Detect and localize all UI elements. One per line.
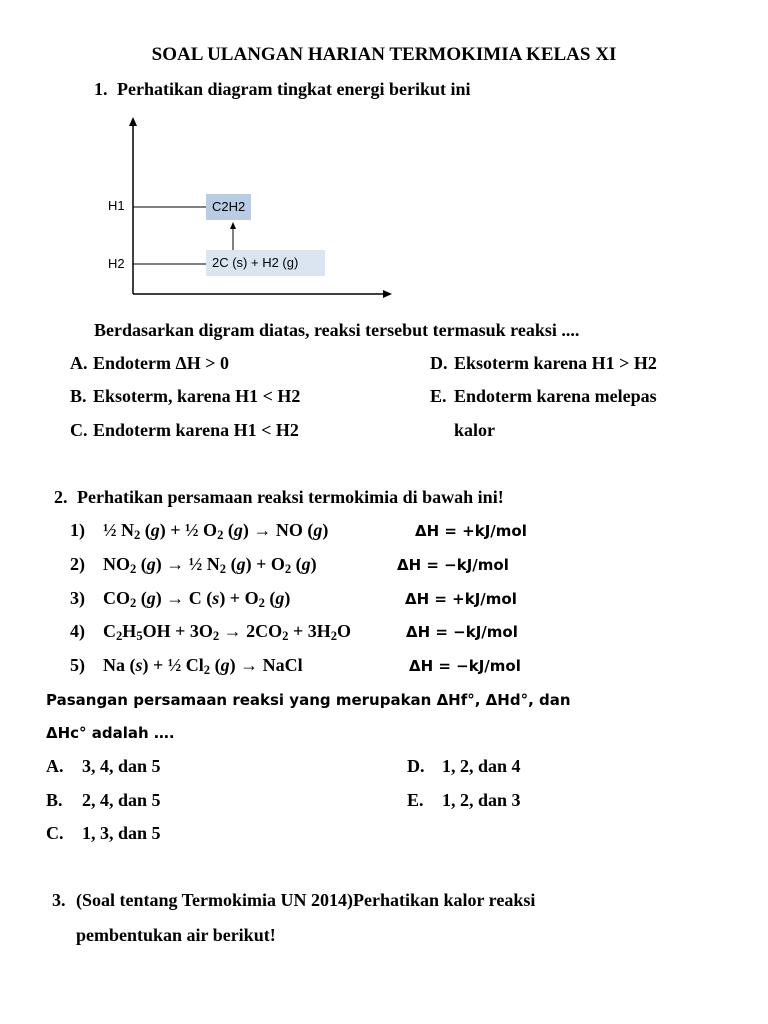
q1-prompt: Perhatikan diagram tingkat energi berikut ini [117,79,471,99]
reaction-1-equation: ½ $N_2$ (g) + ½ $O_2$ (g) → NO (g) [103,520,329,542]
q1-option-d-letter: D. [430,353,448,373]
q1-option-c-letter: C. [70,420,88,440]
reaction-5-dh: ΔH = −kJ/mol [409,657,521,675]
q1-option-a: Endoterm ΔH > 0 [93,353,230,373]
q2-option-e: 1, 2, dan 3 [442,790,521,810]
q2-option-e-letter: E. [407,790,424,810]
reaction-5-equation: Na (s) + ½ $Cl_2$ (g) → NaCl [103,655,303,677]
reaction-4-number: 4) [70,621,85,641]
reaction-2-equation: $NO_2$ (g) → ½ $N_2$ $(g) + O_2$ (g) [103,554,317,576]
q3-line1: (Soal tentang Termokimia UN 2014)Perhatikan kalor reaksi [76,890,536,910]
reaction-3-number: 3) [70,588,85,608]
reaction-2-dh: ΔH = −kJ/mol [397,556,509,574]
reaction-1-dh: ΔH = +kJ/mol [415,522,527,540]
energy-level-diagram [100,112,400,304]
h2-label: H2 [108,256,125,271]
q1-option-c: Endoterm karena H1 < H2 [93,420,299,440]
reaction-4-equation: $C_2H_5OH + 3O_2 \to 2CO_2 + 3H_2O$ [103,621,352,643]
q2-option-b: 2, 4, dan 5 [82,790,161,810]
q2-option-b-letter: B. [46,790,63,810]
q1-question: Berdasarkan digram diatas, reaksi tersebut termasuk reaksi .... [94,320,580,340]
q3-line2: pembentukan air berikut! [76,925,276,945]
q2-option-d: 1, 2, dan 4 [442,756,521,776]
reaction-1-number: 1) [70,520,85,540]
h1-label: H1 [108,198,125,213]
q1-option-e-letter: E. [430,386,447,406]
q2-option-c: 1, 3, dan 5 [82,823,161,843]
q1-option-e: Endoterm karena melepas [454,386,657,406]
reactants-box: 2C (s) + H2 (g) [206,250,325,276]
q2-option-a-letter: A. [46,756,64,776]
reaction-3-equation: $CO_2$ (g) → C $(s) + O_2$ (g) [103,588,291,610]
q2-question-line1: Pasangan persamaan reaksi yang merupakan ΔHf°, ΔHd°, dan [46,691,571,709]
q2-option-c-letter: C. [46,823,64,843]
reaction-2-number: 2) [70,554,85,574]
q2-prompt: Perhatikan persamaan reaksi termokimia di bawah ini! [77,487,504,507]
c2h2-box: C2H2 [206,194,251,220]
page-title: SOAL ULANGAN HARIAN TERMOKIMIA KELAS XI [151,44,617,65]
reaction-5-number: 5) [70,655,85,675]
q2-option-d-letter: D. [407,756,425,776]
q2-question-line2: ΔHc° adalah …. [46,724,175,742]
q1-number: 1. [94,79,108,99]
q1-option-e-cont: kalor [454,420,496,440]
q1-option-b: Eksoterm, karena H1 < H2 [93,386,301,406]
q1-option-a-letter: A. [70,353,88,373]
reaction-4-dh: ΔH = −kJ/mol [406,623,518,641]
q1-option-d: Eksoterm karena H1 > H2 [454,353,657,373]
reaction-3-dh: ΔH = +kJ/mol [405,590,517,608]
q2-option-a: 3, 4, dan 5 [82,756,161,776]
q1-option-b-letter: B. [70,386,87,406]
q3-number: 3. [52,890,66,910]
q2-number: 2. [54,487,68,507]
